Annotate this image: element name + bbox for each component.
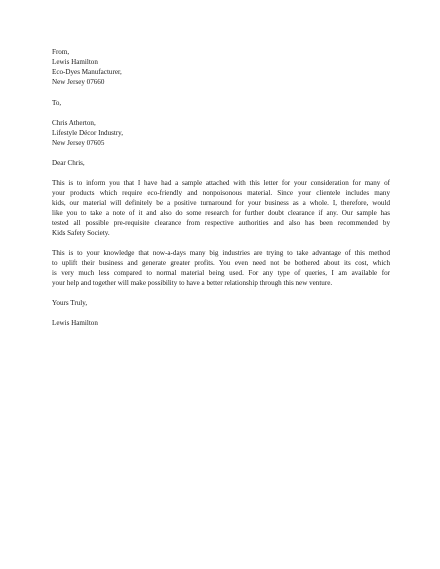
recipient-prefix: To, [52, 99, 62, 107]
closing: Yours Truly, [52, 299, 88, 307]
paragraph-1-line: like you to take a note of it and also do some research for further doubt clearance if any. Our sample has [52, 209, 390, 217]
paragraph-2-line: This is to your knowledge that now-a-days many big industries are trying to take advantage of this method [52, 249, 390, 257]
sender-name: Lewis Hamilton [52, 58, 98, 66]
paragraph-1 [52, 178, 390, 238]
recipient-location: New Jersey 07605 [52, 139, 105, 147]
recipient-block [52, 98, 390, 148]
letter-body [52, 47, 390, 328]
paragraph-1-line: Kids Safety Society. [52, 229, 110, 237]
paragraph-1-line: your products which require eco-friendly and nonpoisonous material. Since your clientele includes many [52, 189, 390, 197]
paragraph-1-line: kids, our material will definitely be a positive turnaround for your business as a whole. I, therefore, would [52, 199, 390, 207]
recipient-company: Lifestyle Décor Industry, [52, 129, 124, 137]
paragraph-1-line: tested all possible pre-requisite clearance from respective authorities and also has been recommended by [52, 219, 390, 227]
paragraph-2 [52, 248, 390, 288]
paragraph-2-line: your help and together will make possibility to have a better relationship through this new venture. [52, 279, 333, 287]
paragraph-2-line: to uplift their business and generate greater profits. You even need not be bothered about its cost, which [52, 259, 390, 267]
signature-name: Lewis Hamilton [52, 319, 98, 327]
salutation: Dear Chris, [52, 159, 85, 167]
paragraph-2-line: is very much less compared to normal material being used. For any type of queries, I am available for [52, 269, 390, 277]
sender-prefix: From, [52, 48, 70, 56]
sender-company: Eco-Dyes Manufacturer, [52, 68, 122, 76]
paragraph-1-line: This is to inform you that I have had a sample attached with this letter for your consideration for many of [52, 179, 390, 187]
recipient-name: Chris Atherton, [52, 119, 96, 127]
sender-block [52, 47, 390, 87]
sender-location: New Jersey 07660 [52, 78, 105, 86]
